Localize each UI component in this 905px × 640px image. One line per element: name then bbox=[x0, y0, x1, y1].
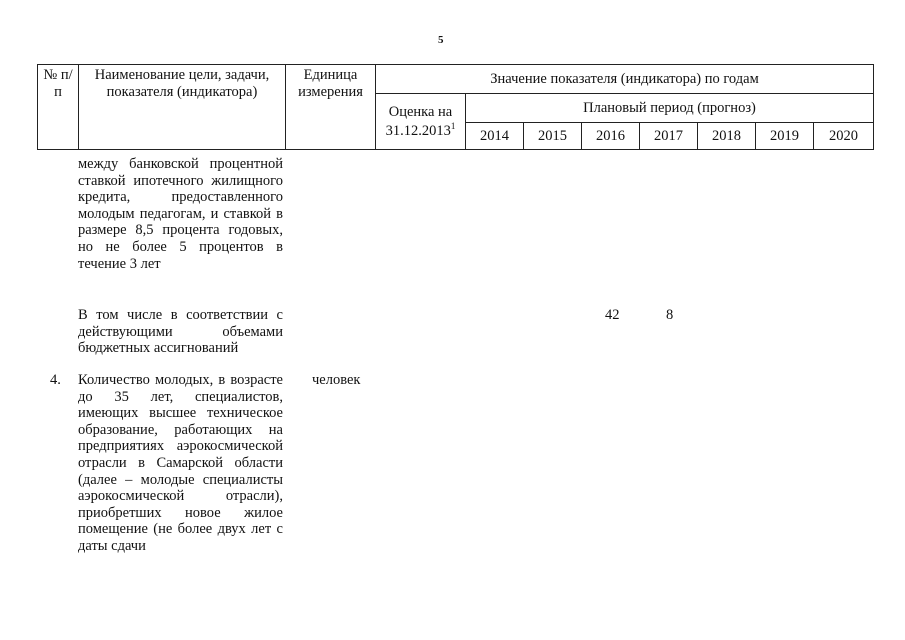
header-year-2015: 2015 bbox=[524, 123, 582, 150]
continuation-text: между банковской процентной ставкой ипотечного жилищного кредита, предоставленного молодым педагогам, и ставкой в размере 8,5 процента годовых, но не более 5 процентов в течение 3 лет bbox=[78, 156, 283, 272]
header-values: Значение показателя (индикатора) по годам bbox=[376, 65, 874, 94]
row4-text: Количество молодых, в возрасте до 35 лет, специалистов, имеющих высшее техническое образование, работающих на предприятиях аэрокосмической отрасли в Самарской области (далее – молодые специалисты аэрокосмической отрасли), приобретших новое жилое помещение (не более двух лет с даты сдачи bbox=[78, 372, 283, 554]
header-year-2017: 2017 bbox=[640, 123, 698, 150]
row4-number: 4. bbox=[50, 372, 61, 388]
row4-unit: человек bbox=[312, 372, 361, 388]
page-number: 5 bbox=[438, 34, 444, 46]
header-name: Наименование цели, задачи, показателя (индикатора) bbox=[79, 65, 286, 150]
header-estimate: Оценка на 31.12.2013$^1$ bbox=[376, 94, 466, 150]
header-year-2016: 2016 bbox=[582, 123, 640, 150]
header-year-2014: 2014 bbox=[466, 123, 524, 150]
indicator-table-header bbox=[37, 64, 874, 150]
subrow-text: В том числе в соответствии с действующими объемами бюджетных ассигнований bbox=[78, 307, 283, 357]
header-year-2020: 2020 bbox=[814, 123, 874, 150]
header-unit: Единица измерения bbox=[286, 65, 376, 150]
footnote-mark: 1 bbox=[450, 120, 456, 131]
header-num: № п/п bbox=[38, 65, 79, 150]
subrow-value-2017: 8 bbox=[666, 307, 674, 323]
header-year-2019: 2019 bbox=[756, 123, 814, 150]
header-plan-period: Плановый период (прогноз) bbox=[466, 94, 874, 123]
subrow-value-2016: 42 bbox=[605, 307, 620, 323]
header-year-2018: 2018 bbox=[698, 123, 756, 150]
